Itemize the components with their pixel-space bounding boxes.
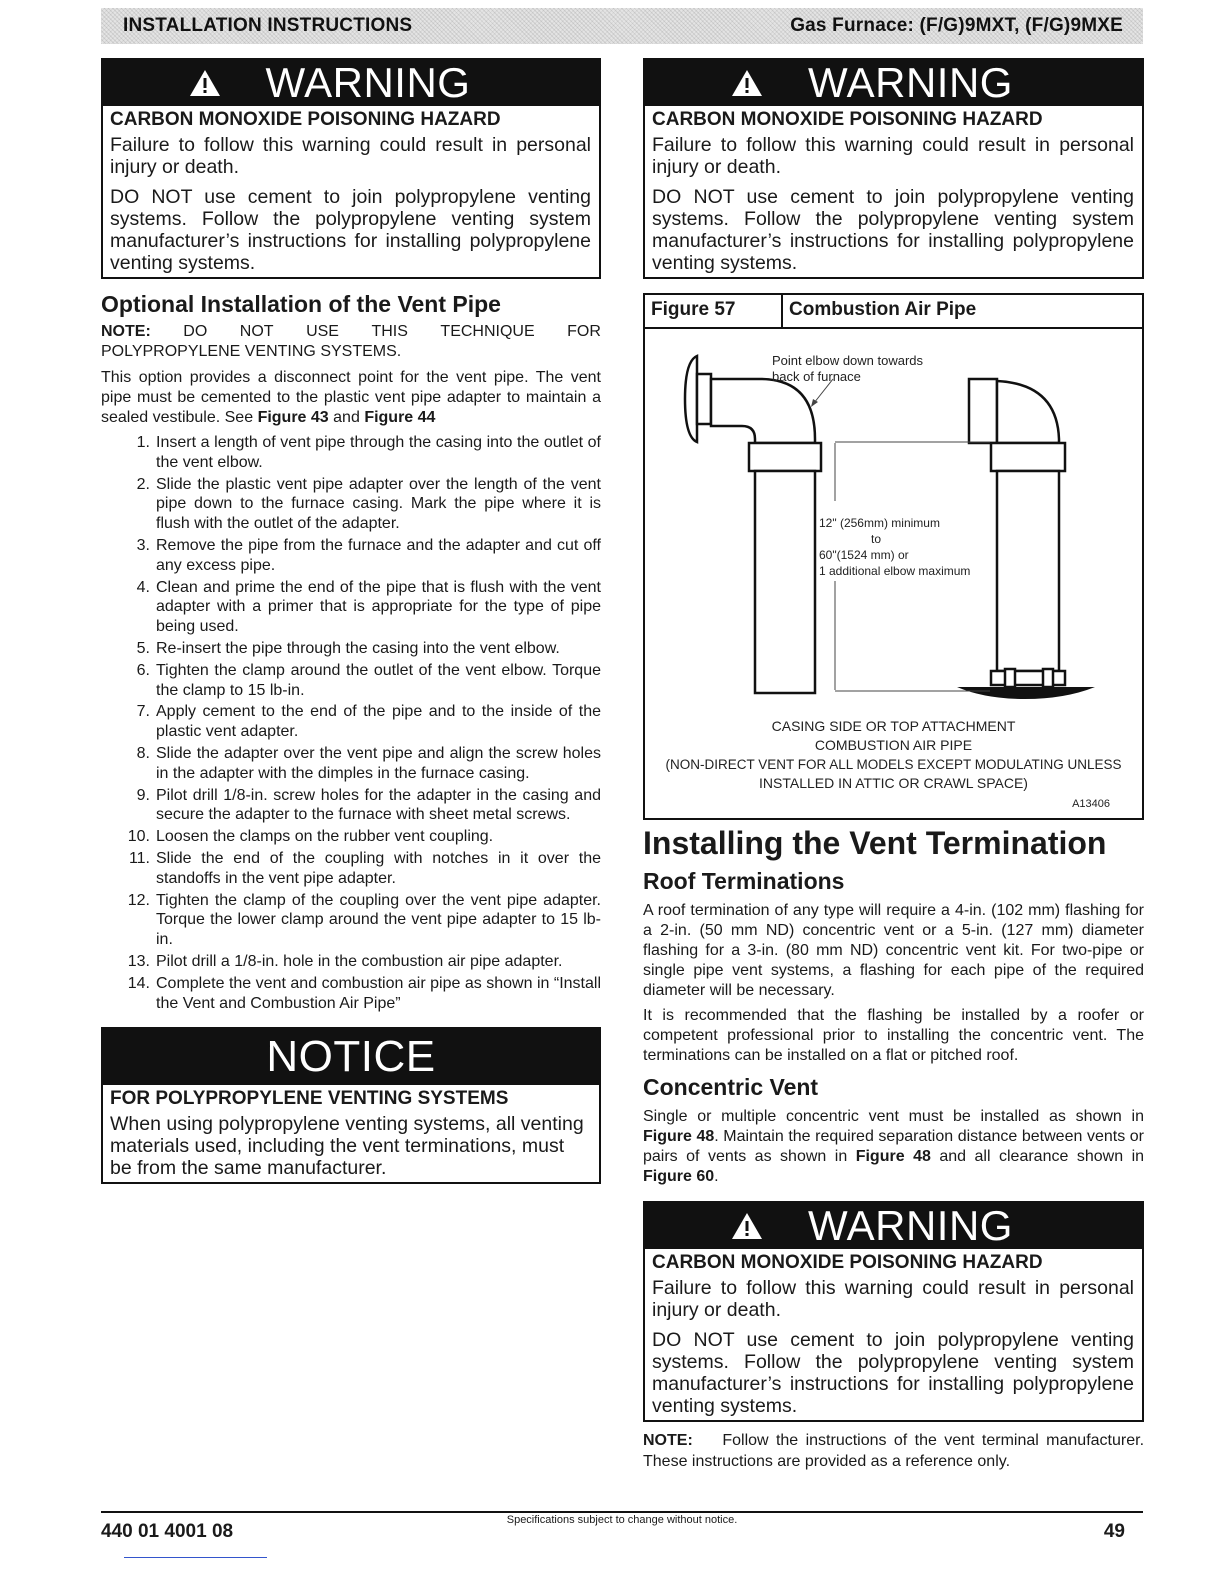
step-text: Remove the pipe from the furnace and the adapter and cut off any excess pipe. [156,536,601,574]
right-elbow-socket [969,379,997,443]
roof-paragraph-1: A roof termination of any type will require a 4-in. (102 mm) flashing for a 2-in. (50 mm ND) concentric vent or a 5-in. (127 mm) diameter flashing for a 3-in. (80 mm ND) concentric vent kit. For two-pipe or single pipe vent systems, a flashing for each pipe of the required diameter will be necessary. [643,902,1144,999]
right-base-flange [957,687,1095,699]
step-text: Complete the vent and combustion air pipe as shown in “Install the Vent and Combustion Air Pipe” [156,974,601,1012]
optional-intro [101,368,601,428]
step-text: Pilot drill 1/8-in. screw holes for the adapter in the casing and secure the adapter to the furnace with sheet metal screws. [156,786,601,824]
step-number: 12. [127,891,150,909]
notice-label: NOTICE [266,1032,436,1082]
warning-label: WARNING [265,59,471,106]
note-word: THIS [371,323,408,340]
install-step [101,433,601,473]
warning-label: WARNING [808,1202,1013,1249]
warning-text-2: DO NOT use cement to join polypropylene venting systems. Follow the polypropylene venting system manufacturer’s instructions for installing polypropylene venting systems. [652,186,1134,274]
warning-text-2: DO NOT use cement to join polypropylene venting systems. Follow the polypropylene venting system manufacturer’s instructions for installing polypropylene venting systems. [110,186,591,274]
warning-box-right-bottom [643,1201,1144,1422]
install-step [101,744,601,784]
notice-body [103,1085,599,1182]
warning-body [645,1249,1142,1420]
install-step [101,974,601,1014]
figure-number: Figure 57 [645,295,783,327]
step-text: Slide the adapter over the vent pipe and align the screw holes in the adapter with the dimples in the furnace casing. [156,744,601,782]
install-step [101,475,601,534]
figure-57 [643,293,1144,820]
warning-triangle-icon [730,1211,764,1241]
warning-title: CARBON MONOXIDE POISONING HAZARD [110,109,501,130]
right-coupling [991,443,1065,471]
dimension-line: to [871,532,882,546]
note-word: TECHNIQUE [440,323,535,340]
vent-termination-heading: Installing the Vent Termination [643,825,1107,861]
figure-title: Combustion Air Pipe [789,299,977,320]
note-label: NOTE: [643,1432,693,1449]
install-step [101,702,601,742]
warning-body [645,106,1142,277]
left-column [101,58,601,1196]
step-number: 11. [128,849,150,867]
install-step [101,891,601,950]
left-elbow [711,379,815,443]
step-text: Slide the end of the coupling with notches in it over the standoffs in the vent pipe adapter. [156,849,601,887]
install-step [101,849,601,889]
final-note-text: Follow the instructions of the vent terminal manufacturer. These instructions are provided as a reference only. [643,1432,1145,1470]
spec-notice: Specifications subject to change without notice. [506,1514,738,1526]
notice-box [101,1027,601,1184]
caption-line: (NON-DIRECT VENT FOR ALL MODELS EXCEPT MODULATING UNLESS [665,757,1122,772]
install-step [101,661,601,701]
page-footer [101,1511,1143,1542]
warning-text-2: DO NOT use cement to join polypropylene venting systems. Follow the polypropylene venting system manufacturer’s instructions for installing polypropylene venting systems. [652,1329,1134,1417]
figure-header [645,295,1142,329]
note-word: USE [306,323,339,340]
figure-ref[interactable]: Figure 48 [643,1128,715,1145]
concentric-vent-heading: Concentric Vent [643,1074,819,1100]
warning-box-right [643,58,1144,279]
concentric-text: Single or multiple concentric vent must be installed as shown in [643,1108,1144,1125]
step-number: 7. [136,703,150,721]
step-number: 1. [136,434,150,451]
step-number: 2. [136,475,150,493]
step-text: Slide the plastic vent pipe adapter over the length of the vent pipe down to the furnace casing. Mark the pipe where it is flush with the outlet of the adapter. [156,475,601,533]
intro-and: and [333,409,360,426]
figure-ref[interactable]: Figure 60 [643,1168,715,1185]
document-number: 440 01 4001 08 [101,1521,234,1542]
figure-ref[interactable]: Figure 48 [855,1148,931,1165]
right-adapter-tab [1005,669,1015,687]
note-line-2: POLYPROPYLENE VENTING SYSTEMS. [101,343,402,360]
step-number: 8. [136,744,150,762]
page-number: 49 [1103,1521,1125,1542]
caption-line: INSTALLED IN ATTIC OR CRAWL SPACE) [759,775,1028,791]
step-number: 13. [127,952,150,970]
warning-title: CARBON MONOXIDE POISONING HAZARD [652,109,1043,130]
right-column [643,58,1144,1477]
step-text: Tighten the clamp around the outlet of the vent elbow. Torque the clamp to 15 lb-in. [156,661,601,699]
optional-note [101,322,601,342]
warning-header [645,1203,1142,1249]
figure-caption [645,717,1142,793]
install-step [101,952,601,972]
warning-label: WARNING [808,59,1013,106]
note-word: DO [183,323,208,340]
figure-code: A13406 [1072,798,1110,810]
install-step [101,578,601,637]
warning-triangle-icon [730,68,764,98]
step-text: Re-insert the pipe through the casing into the vent elbow. [156,639,560,657]
left-coupling [749,443,821,471]
step-text: Insert a length of vent pipe through the casing into the outlet of the vent elbow. [156,434,601,471]
warning-box-left [101,58,601,279]
wall-collar [697,374,711,424]
caption-line: COMBUSTION AIR PIPE [814,737,973,753]
optional-install-heading: Optional Installation of the Vent Pipe [101,291,501,317]
warning-text-1: Failure to follow this warning could result in personal injury or death. [652,134,1134,178]
right-pipe [997,471,1059,671]
left-pipe [755,471,815,693]
callout-line: Point elbow down towards [772,353,924,368]
warning-text-1: Failure to follow this warning could result in personal injury or death. [110,134,591,178]
step-number: 4. [136,578,150,596]
header-product-title: Gas Furnace: (F/G)9MXT, (F/G)9MXE [790,15,1123,36]
note-word: NOT [239,323,274,340]
step-text: Pilot drill a 1/8-in. hole in the combustion air pipe adapter. [156,952,563,970]
dimension-line: 1 additional elbow maximum [819,564,971,578]
step-number: 3. [136,536,150,554]
install-step [101,536,601,576]
step-text: Clean and prime the end of the pipe that is flush with the vent adapter with a primer that is appropriate for the type of pipe being used. [156,578,601,636]
concentric-text: . [714,1168,719,1185]
step-number: 5. [136,639,150,657]
install-step [101,827,601,847]
callout-label [772,353,923,385]
note-word: FOR [567,323,601,340]
page-header [101,8,1143,44]
warning-body [103,106,599,277]
note-label: NOTE: [101,323,151,340]
right-elbow [997,381,1059,443]
step-number: 10. [127,828,150,846]
intro-text: This option provides a disconnect point for the vent pipe. The vent pipe must be cemented to the plastic vent pipe adapter to maintain a sealed vestibule. See [101,369,601,426]
caption-line: CASING SIDE OR TOP ATTACHMENT [771,718,1016,734]
step-text: Loosen the clamps on the rubber vent coupling. [156,828,494,846]
header-section-title: INSTALLATION INSTRUCTIONS [123,15,413,36]
step-number: 6. [136,661,150,679]
step-text: Tighten the clamp of the coupling over the vent pipe adapter. Torque the lower clamp around the vent pipe adapter to 15 lb-in. [156,891,601,949]
concentric-paragraph [643,1107,1144,1187]
step-text: Apply cement to the end of the pipe and to the inside of the plastic vent adapter. [156,703,601,741]
concentric-text: and all clearance shown in [939,1148,1145,1165]
roof-paragraph-2: It is recommended that the flashing be installed by a roofer or competent professional prior to installing the concentric vent. The terminations can be installed on a flat or pitched roof. [643,1007,1144,1064]
callout-line: back of furnace [772,369,861,384]
notice-text: When using polypropylene venting systems, all venting materials used, including the vent terminations, must be from the same manufacturer. [110,1113,584,1180]
step-number: 9. [136,786,150,804]
final-note [643,1430,1144,1472]
dimension-line: 60"(1524 mm) or [819,548,909,562]
install-steps-list [101,433,601,1013]
callout-arrowhead [811,399,818,407]
warning-header [103,60,599,106]
install-step [101,639,601,659]
roof-terminations-heading: Roof Terminations [643,868,845,894]
figure-ref[interactable]: Figure 44 [364,409,436,426]
warning-title: CARBON MONOXIDE POISONING HAZARD [652,1252,1043,1273]
dimension-label [819,515,970,579]
install-step [101,786,601,826]
notice-header [103,1029,599,1085]
concentric-text: . Maintain the required separation distance between vents or pairs of vents as shown in [643,1128,1144,1165]
notice-title: FOR POLYPROPYLENE VENTING SYSTEMS [110,1088,509,1110]
warning-triangle-icon [188,68,222,98]
right-adapter-tab [1043,669,1053,687]
figure-ref[interactable]: Figure 43 [257,409,329,426]
step-number: 14. [127,974,150,992]
warning-text-1: Failure to follow this warning could result in personal injury or death. [652,1277,1134,1321]
wall-flange [685,356,697,442]
warning-header [645,60,1142,106]
link-underline [124,1557,267,1558]
dimension-line: 12" (256mm) minimum [819,516,940,530]
